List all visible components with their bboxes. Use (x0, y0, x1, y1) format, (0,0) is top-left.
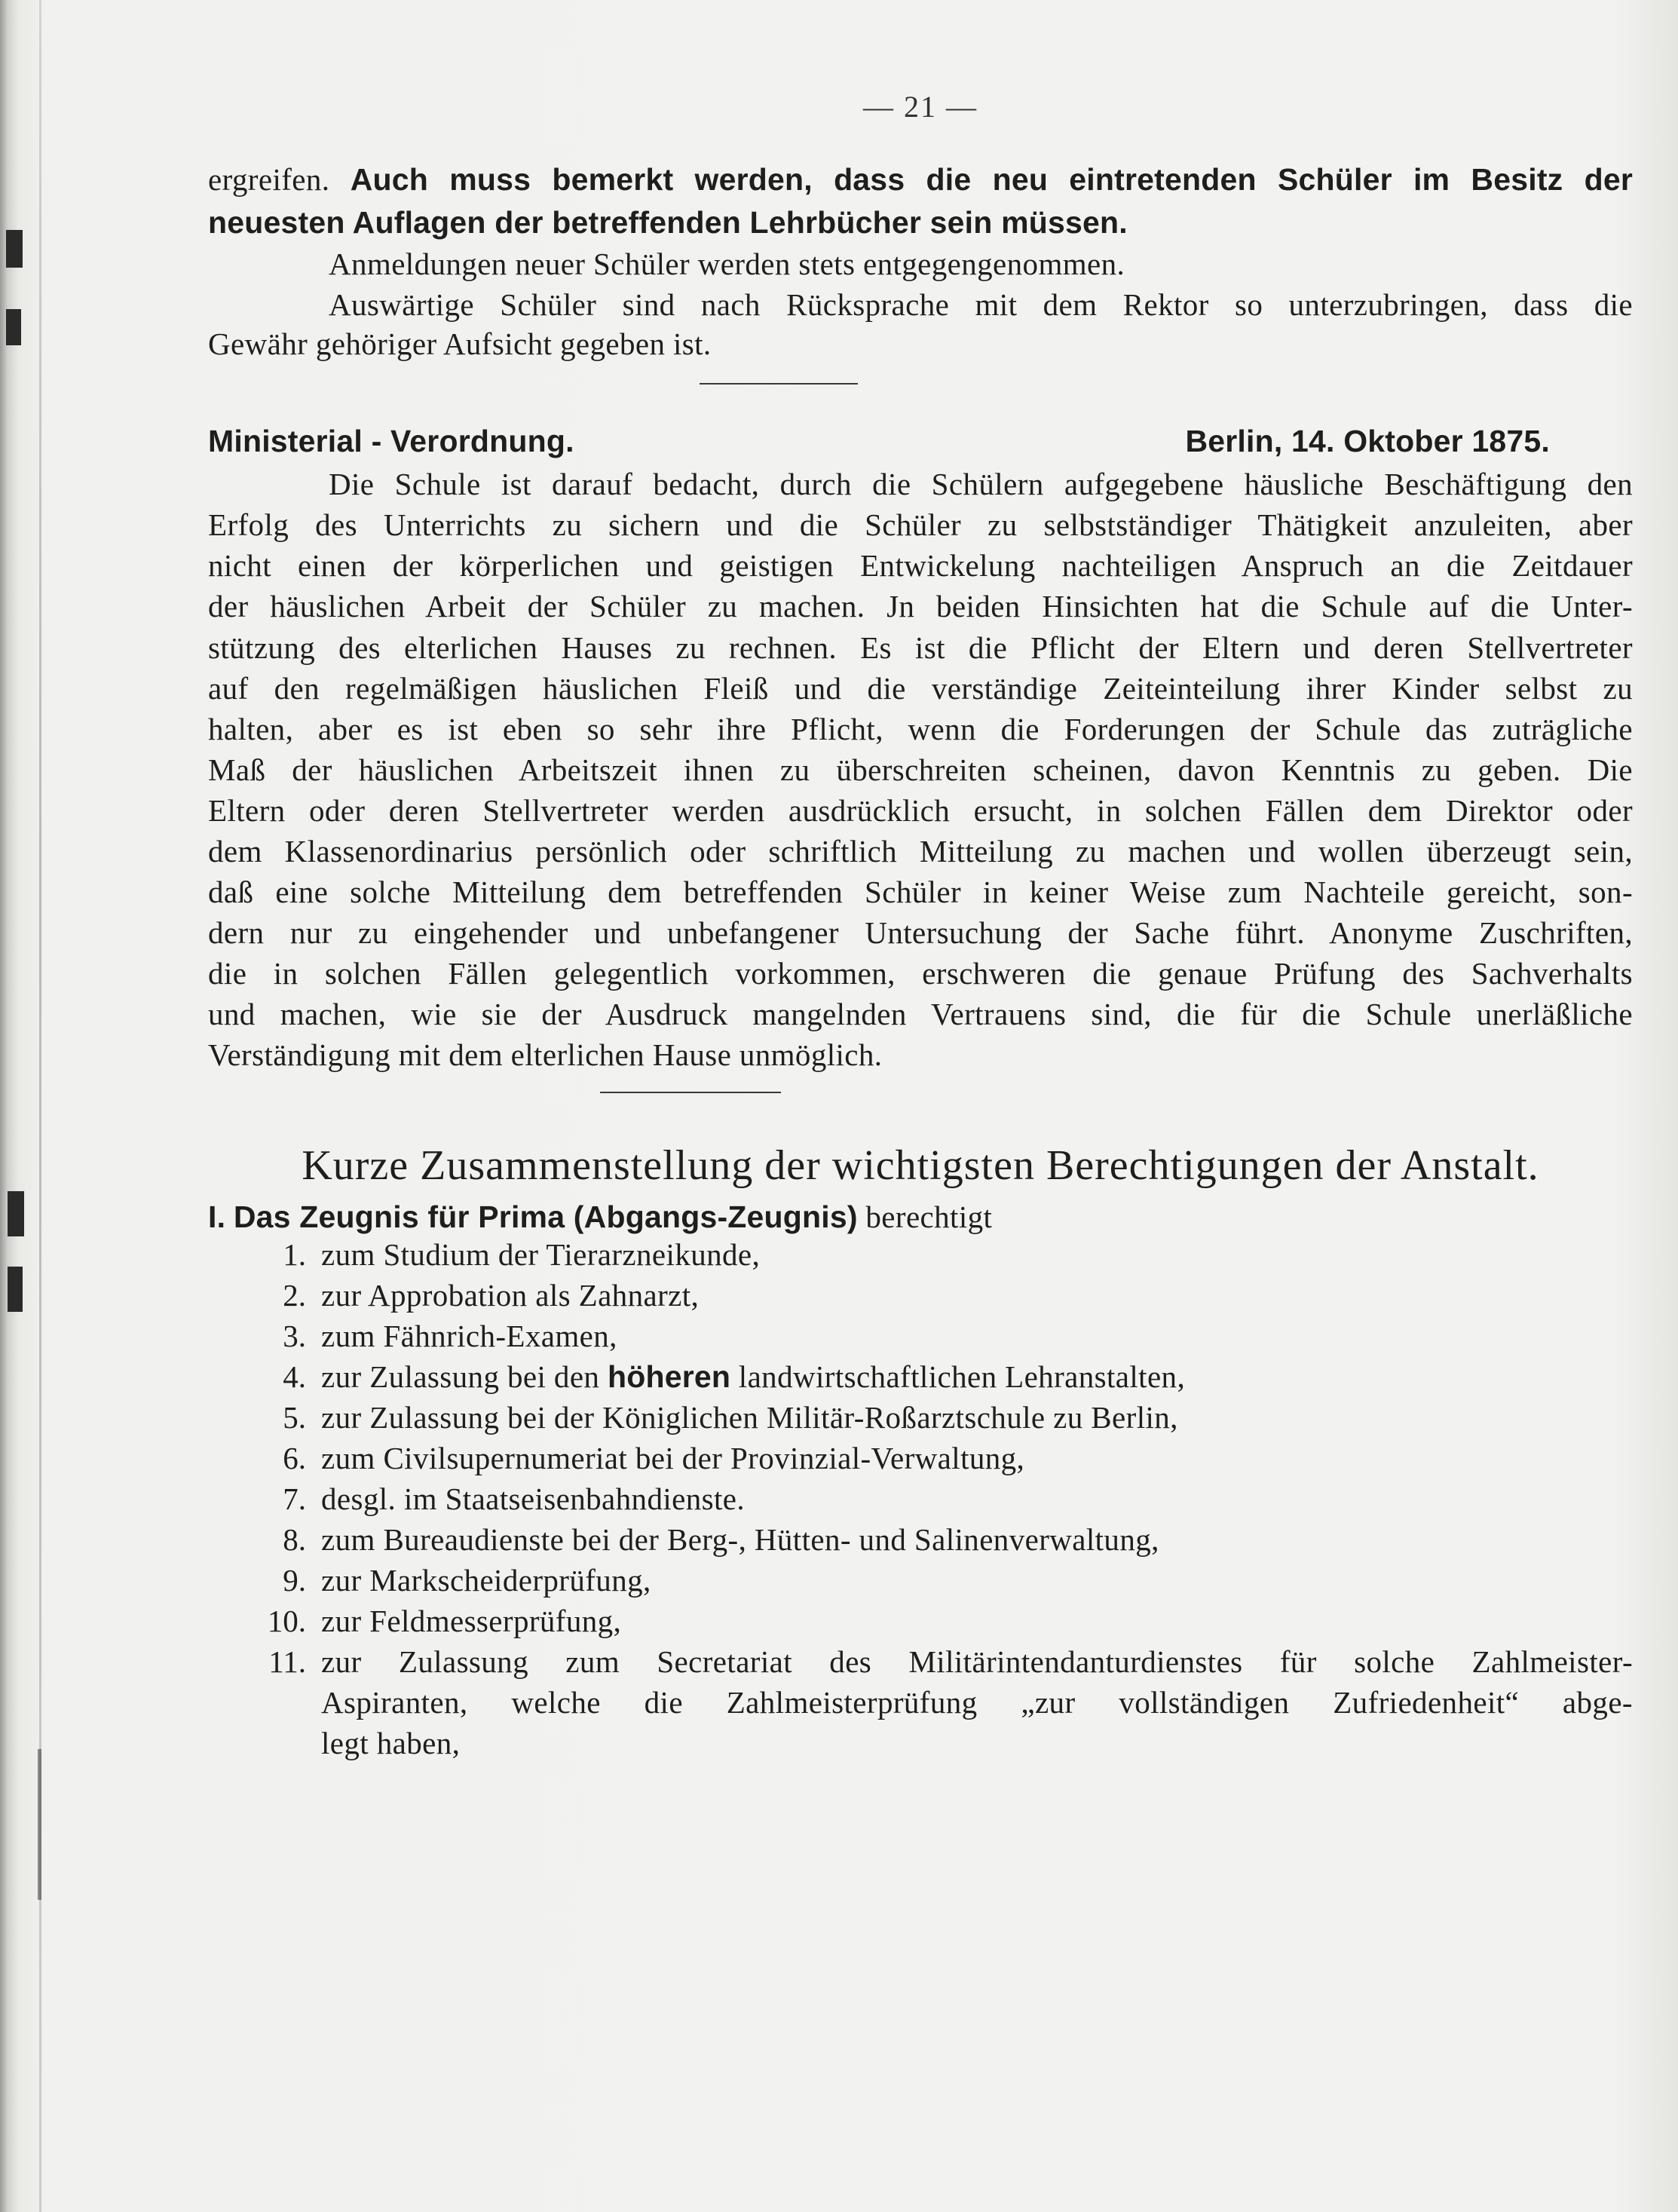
subheading-rest: berechtigt (865, 1199, 993, 1234)
list-item-text: landwirtschaftlichen Lehranstalten, (730, 1359, 1186, 1394)
list-item-number: 11. (268, 1644, 306, 1679)
decree-line: dem Klassenordinarius persönlich oder schriftlich Mitteilung zu machen und wollen überzeugt sein, (208, 834, 1633, 869)
list-item: zur Zulassung zum Secretariat des Militärintendanturdienstes für solche Zahlmeister- (321, 1644, 1633, 1679)
intro-line-1 (208, 161, 1633, 198)
decree-line: stützung des elterlichen Hauses zu rechnen. Es ist die Pflicht der Eltern und deren Stellvertreter (208, 630, 1633, 665)
intro-line-1-bold: Auch muss bemerkt werden, dass die neu eintretenden Schüler im Besitz der (350, 162, 1633, 197)
decree-line: Erfolg des Unterrichts zu sichern und die Schüler zu selbstständiger Thätigkeit anzuleiten, aber (208, 507, 1633, 542)
list-item: zur Markscheiderprüfung, (321, 1563, 651, 1598)
subheading (208, 1199, 1633, 1235)
page-number: — 21 — (863, 90, 978, 124)
decree-line: der häuslichen Arbeit der Schüler zu machen. Jn beiden Hinsichten hat die Schule auf die Unter- (208, 589, 1633, 623)
list-item: zur Approbation als Zahnarzt, (321, 1278, 700, 1313)
decree-line: auf den regelmäßigen häuslichen Fleiß und die verständige Zeiteinteilung ihrer Kinder selbst zu (208, 671, 1633, 706)
list-item-number: 7. (283, 1481, 306, 1516)
list-item-continued: Aspiranten, welche die Zahlmeisterprüfung „zur vollständigen Zufriedenheit“ abge- (321, 1685, 1633, 1720)
decree-line: nicht einen der körperlichen und geistigen Entwickelung nachteiligen Anspruch an die Zeitdauer (208, 548, 1633, 583)
intro-line-2-bold: neuesten Auflagen der betreffenden Lehrbücher sein müssen. (208, 205, 1128, 240)
binding-mark (6, 230, 23, 268)
list-item-number: 10. (267, 1604, 306, 1638)
list-item-text: zur Zulassung bei den (321, 1359, 608, 1394)
list-item (321, 1359, 1185, 1395)
decree-line: Die Schule ist darauf bedacht, durch die Schülern aufgegebene häusliche Beschäftigung den (329, 467, 1633, 501)
decree-line: halten, aber es ist eben so sehr ihre Pflicht, wenn die Forderungen der Schule das zuträgliche (208, 712, 1633, 746)
decree-line: Eltern oder deren Stellvertreter werden ausdrücklich ersucht, in solchen Fällen dem Direktor oder (208, 793, 1633, 828)
decree-line: Maß der häuslichen Arbeitszeit ihnen zu überschreiten scheinen, davon Kenntnis zu geben. Die (208, 752, 1633, 787)
list-item-number: 9. (283, 1563, 306, 1598)
intro-line-4: Auswärtige Schüler sind nach Rücksprache mit dem Rektor so unterzubringen, dass die (329, 287, 1633, 322)
list-item-number: 5. (283, 1400, 306, 1435)
separator-rule (600, 1092, 781, 1093)
list-item: desgl. im Staatseisenbahndienste. (321, 1481, 746, 1516)
section-heading: Kurze Zusammenstellung der wichtigsten Berechtigungen der Anstalt. (302, 1142, 1539, 1189)
list-item-number: 1. (283, 1237, 306, 1272)
decree-line: dern nur zu eingehender und unbefangener Untersuchung der Sache führt. Anonyme Zuschriften, (208, 915, 1633, 950)
binding-mark (8, 1191, 24, 1236)
list-item-number: 3. (283, 1319, 306, 1353)
binding-mark (8, 1267, 23, 1312)
binding-mark (38, 1749, 41, 1900)
list-item: zur Feldmesserprüfung, (321, 1604, 622, 1638)
separator-rule (700, 383, 858, 384)
list-item: zum Fähnrich-Examen, (321, 1319, 617, 1353)
intro-line-2 (208, 204, 1633, 241)
list-item-number: 8. (283, 1522, 306, 1557)
document-page (208, 0, 1633, 2212)
list-item: zur Zulassung bei der Königlichen Militär-Roßarztschule zu Berlin, (321, 1400, 1178, 1435)
binding-mark (6, 309, 21, 345)
decree-line: daß eine solche Mitteilung dem betreffenden Schüler in keiner Weise zum Nachteile gereicht, son- (208, 875, 1633, 909)
list-item: zum Bureaudienste bei der Berg-, Hütten- und Salinenverwaltung, (321, 1522, 1159, 1557)
list-item-bold: höheren (607, 1359, 731, 1394)
list-item-continued: legt haben, (321, 1726, 461, 1760)
list-item-number: 2. (283, 1278, 306, 1313)
decree-line: Verständigung mit dem elterlichen Hause unmöglich. (208, 1037, 883, 1072)
decree-line: die in solchen Fällen gelegentlich vorkommen, erschweren die genaue Prüfung des Sachverhalts (208, 956, 1633, 991)
list-item: zum Civilsupernumeriat bei der Provinzial-Verwaltung, (321, 1441, 1025, 1475)
intro-line-3: Anmeldungen neuer Schüler werden stets entgegengenommen. (329, 247, 1125, 281)
decree-title: Ministerial - Verordnung. (208, 424, 574, 458)
decree-line: und machen, wie sie der Ausdruck mangelnden Vertrauens sind, die für die Schule unerläßliche (208, 997, 1633, 1031)
decree-date: Berlin, 14. Oktober 1875. (1185, 424, 1550, 458)
intro-line-5: Gewähr gehöriger Aufsicht gegeben ist. (208, 326, 712, 361)
subheading-roman: I. (208, 1199, 226, 1234)
subheading-bold: Das Zeugnis für Prima (Abgangs-Zeugnis) (233, 1199, 858, 1234)
intro-line-1-start: ergreifen. (208, 162, 330, 197)
list-item: zum Studium der Tierarzneikunde, (321, 1237, 761, 1272)
list-item-number: 6. (283, 1441, 306, 1475)
list-item-number: 4. (283, 1359, 306, 1394)
